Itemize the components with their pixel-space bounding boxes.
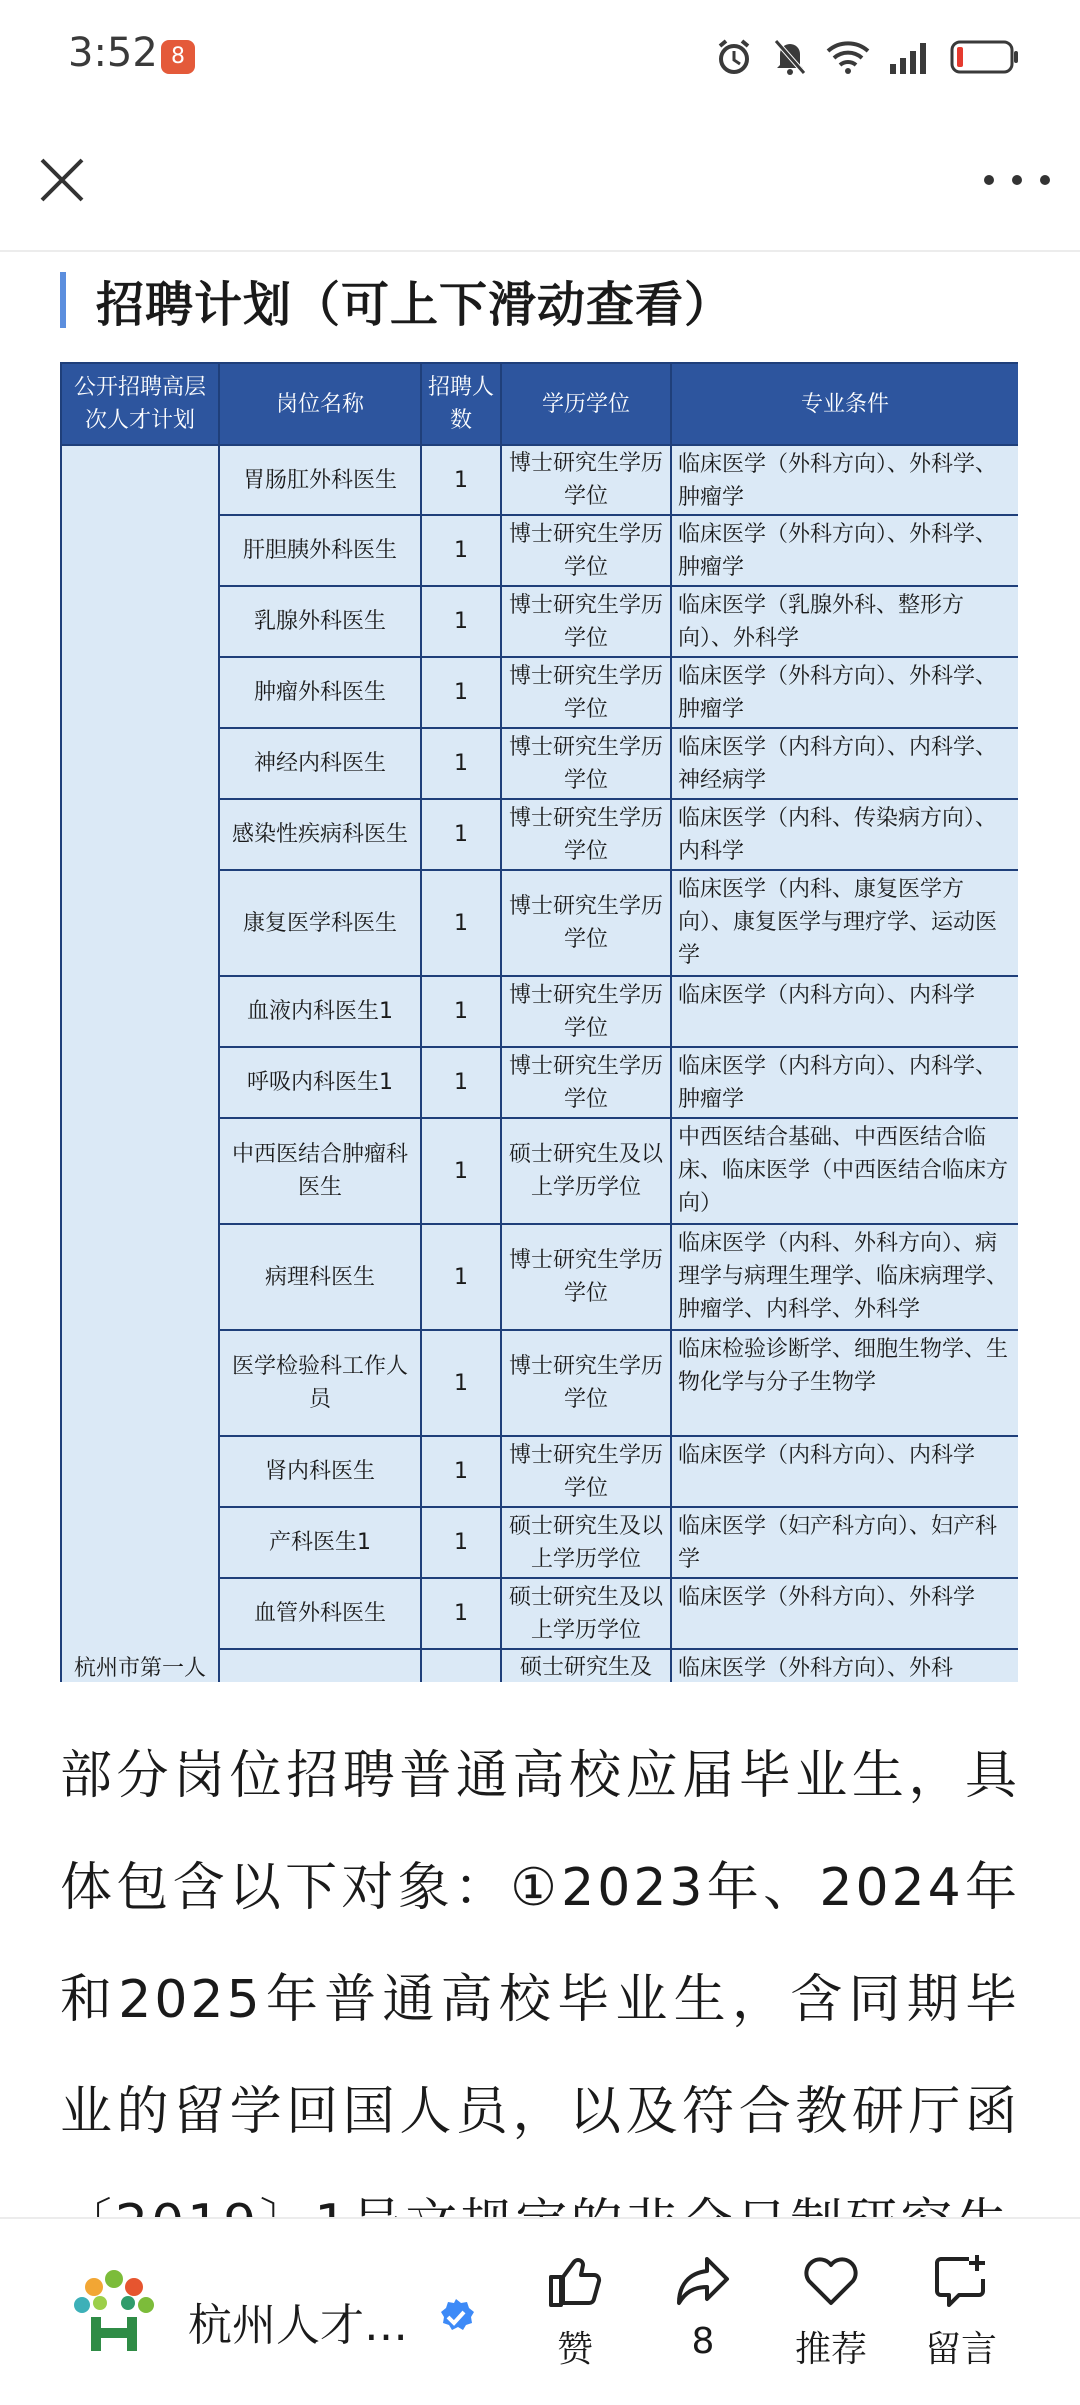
degree-cell: 博士研究生学历学位: [501, 728, 671, 799]
position-name-cell: 乳腺外科医生: [219, 586, 421, 657]
recommend-label: 推荐: [794, 2329, 867, 2370]
count-cell: [421, 1649, 501, 1682]
count-cell: 1: [421, 445, 501, 515]
degree-cell: 硕士研究生及以上学历学位: [501, 1118, 671, 1224]
position-name-cell: 神经内科医生: [219, 728, 421, 799]
comment-add-icon: [931, 2251, 991, 2311]
count-cell: 1: [421, 586, 501, 657]
degree-cell: 博士研究生学历学位: [501, 657, 671, 728]
degree-cell: 博士研究生学历学位: [501, 1436, 671, 1507]
position-name-cell: 血液内科医生1: [219, 976, 421, 1047]
count-cell: 1: [421, 515, 501, 586]
count-cell: 1: [421, 1436, 501, 1507]
more-options-button[interactable]: [984, 160, 1050, 200]
degree-cell: 博士研究生学历学位: [501, 870, 671, 976]
header-position: 岗位名称: [219, 363, 421, 445]
status-icons: [714, 32, 1020, 82]
position-name-cell: 血管外科医生: [219, 1578, 421, 1649]
recruitment-table-image[interactable]: [60, 362, 1018, 1682]
count-cell: 1: [421, 976, 501, 1047]
section-accent-bar: [60, 272, 66, 328]
position-name-cell: 胃肠肛外科医生: [219, 445, 421, 515]
position-name-cell: 产科医生1: [219, 1507, 421, 1578]
major-cell: 临床医学（内科方向）、内科学: [671, 976, 1018, 1047]
plan-cell: 杭州市第一人: [61, 445, 219, 1682]
header-plan: 公开招聘高层次人才计划: [61, 363, 219, 445]
count-cell: 1: [421, 728, 501, 799]
position-name-cell: 康复医学科医生: [219, 870, 421, 976]
degree-cell: 博士研究生学历学位: [501, 445, 671, 515]
heart-icon: [801, 2251, 861, 2311]
share-button[interactable]: [648, 2251, 758, 2362]
position-name-cell: 医学检验科工作人员: [219, 1330, 421, 1436]
count-cell: 1: [421, 870, 501, 976]
degree-cell: 博士研究生学历学位: [501, 1224, 671, 1330]
close-icon: [32, 150, 92, 210]
like-label: 赞: [556, 2329, 593, 2370]
status-bar: [0, 0, 1080, 110]
thumbs-up-icon: [545, 2251, 605, 2311]
recruitment-table: [60, 362, 1018, 1682]
header-major: 专业条件: [671, 363, 1018, 445]
status-time: 3:52: [68, 30, 158, 76]
count-cell: 1: [421, 1224, 501, 1330]
more-dots-icon: [984, 175, 994, 185]
battery-icon: [950, 39, 1020, 75]
major-cell: 临床医学（内科方向）、内科学、神经病学: [671, 728, 1018, 799]
verified-badge-icon: [436, 2297, 476, 2337]
major-cell: 临床医学（外科方向）、外科学: [671, 1578, 1018, 1649]
degree-cell: 硕士研究生及以上学历学位: [501, 1578, 671, 1649]
count-cell: 1: [421, 1578, 501, 1649]
major-cell: 临床医学（外科方向）、外科: [671, 1649, 1018, 1682]
major-cell: 临床医学（外科方向）、外科学、肿瘤学: [671, 445, 1018, 515]
count-cell: 1: [421, 657, 501, 728]
major-cell: 临床医学（内科、康复医学方向）、康复医学与理疗学、运动医学: [671, 870, 1018, 976]
wifi-icon: [826, 39, 870, 75]
alarm-icon: [714, 37, 754, 77]
share-count: 8: [691, 2321, 715, 2362]
comment-button[interactable]: [906, 2251, 1016, 2372]
section-heading: [60, 270, 734, 333]
share-arrow-icon: [673, 2251, 733, 2311]
table-row: [61, 445, 1018, 515]
account-logo-icon[interactable]: [66, 2259, 162, 2359]
close-button[interactable]: [32, 150, 92, 210]
top-nav: [0, 120, 1080, 252]
bottom-action-bar: [0, 2217, 1080, 2405]
degree-cell: 博士研究生学历学位: [501, 976, 671, 1047]
major-cell: 临床检验诊断学、细胞生物学、生物化学与分子生物学: [671, 1330, 1018, 1436]
major-cell: 临床医学（内科方向）、内科学、肿瘤学: [671, 1047, 1018, 1118]
signal-icon: [888, 40, 932, 74]
position-name-cell: 感染性疾病科医生: [219, 799, 421, 870]
major-cell: 临床医学（内科、外科方向）、病理学与病理生理学、临床病理学、肿瘤学、内科学、外科学: [671, 1224, 1018, 1330]
degree-cell: 博士研究生学历学位: [501, 799, 671, 870]
degree-cell: 硕士研究生及以上学历学位: [501, 1507, 671, 1578]
major-cell: 临床医学（内科方向）、内科学: [671, 1436, 1018, 1507]
position-name-cell: 肾内科医生: [219, 1436, 421, 1507]
major-cell: 临床医学（妇产科方向）、妇产科学: [671, 1507, 1018, 1578]
header-degree: 学历学位: [501, 363, 671, 445]
header-count: 招聘人数: [421, 363, 501, 445]
count-cell: 1: [421, 1507, 501, 1578]
article-paragraph: 部分岗位招聘普通高校应届毕业生，具体包含以下对象：①2023年、2024年和2025年普通高校毕业生，含同期毕业的留学回国人员，以及符合教研厅函: [60, 1746, 1020, 2142]
section-title: 招聘计划（可上下滑动查看）: [96, 276, 734, 333]
degree-cell: 博士研究生学历学位: [501, 1047, 671, 1118]
degree-cell: 博士研究生学历学位: [501, 515, 671, 586]
position-name-cell: 肝胆胰外科医生: [219, 515, 421, 586]
major-cell: 中西医结合基础、中西医结合临床、临床医学（中西医结合临床方向）: [671, 1118, 1018, 1224]
count-cell: 1: [421, 1047, 501, 1118]
comment-label: 留言: [924, 2329, 997, 2370]
degree-cell: 博士研究生学历学位: [501, 586, 671, 657]
notification-badge: 8: [161, 40, 195, 74]
degree-cell: 博士研究生学历学位: [501, 1330, 671, 1436]
table-header-row: [61, 363, 1018, 445]
major-cell: 临床医学（外科方向）、外科学、肿瘤学: [671, 657, 1018, 728]
position-name-cell: 肿瘤外科医生: [219, 657, 421, 728]
major-cell: 临床医学（外科方向）、外科学、肿瘤学: [671, 515, 1018, 586]
major-cell: 临床医学（内科、传染病方向）、内科学: [671, 799, 1018, 870]
account-name[interactable]: 杭州人才…: [188, 2300, 408, 2351]
recommend-button[interactable]: [776, 2251, 886, 2372]
mute-bell-icon: [772, 37, 808, 77]
position-name-cell: 中西医结合肿瘤科医生: [219, 1118, 421, 1224]
like-button[interactable]: [520, 2251, 630, 2372]
position-name-cell: 病理科医生: [219, 1224, 421, 1330]
position-name-cell: 呼吸内科医生1: [219, 1047, 421, 1118]
position-name-cell: [219, 1649, 421, 1682]
degree-cell: 硕士研究生及: [501, 1649, 671, 1682]
count-cell: 1: [421, 1118, 501, 1224]
count-cell: 1: [421, 1330, 501, 1436]
count-cell: 1: [421, 799, 501, 870]
major-cell: 临床医学（乳腺外科、整形方向）、外科学: [671, 586, 1018, 657]
